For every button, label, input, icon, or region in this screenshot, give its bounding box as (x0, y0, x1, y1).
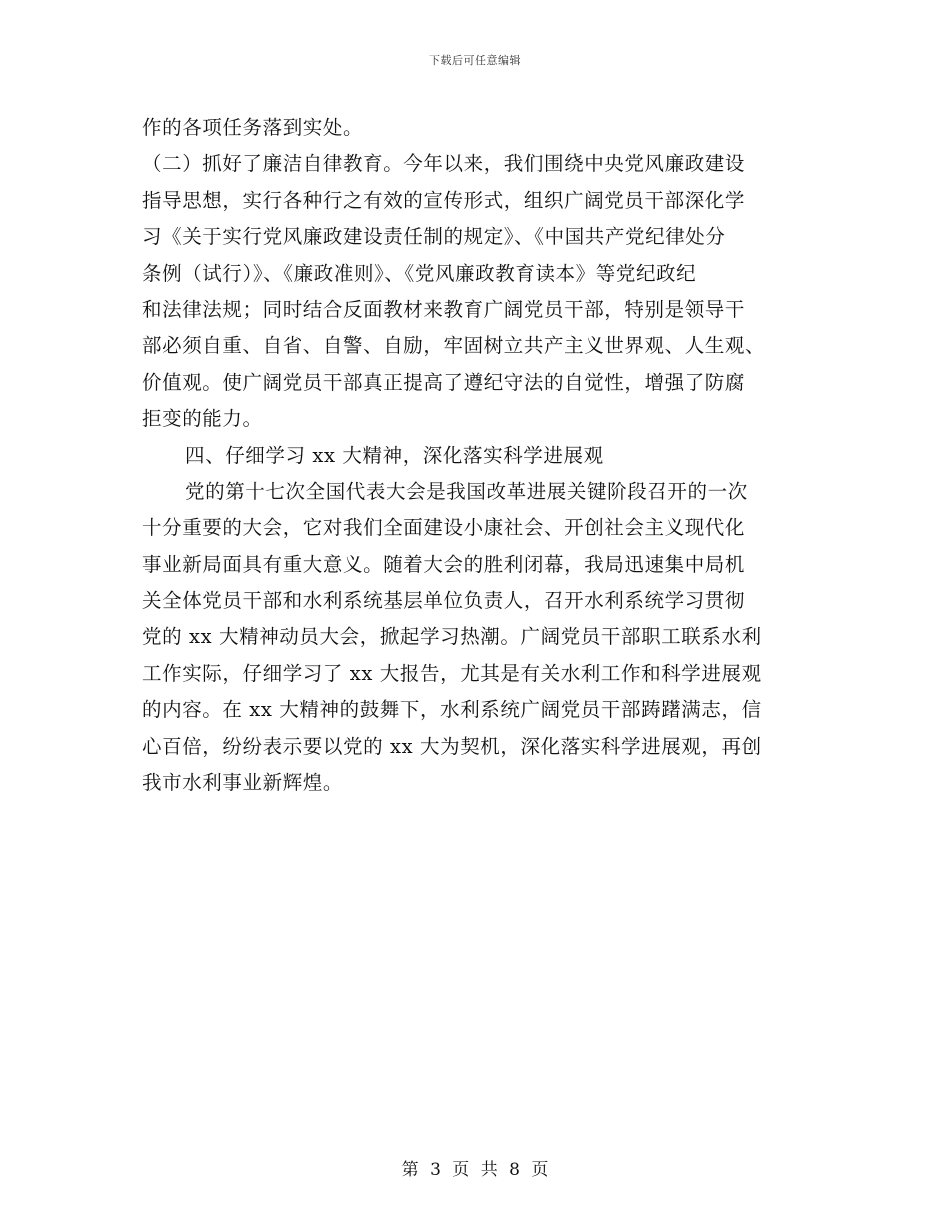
text-line: 的内容。在 xx 大精神的鼓舞下，水利系统广阔党员干部踌躇满志，信 (142, 698, 762, 722)
text-line: 条例（试行）》、《廉政准则》、《党风廉政教育读本》等党纪政纪 (142, 261, 697, 285)
text-line: 价值观。使广阔党员干部真正提高了遵纪守法的自觉性，增强了防腐 (142, 370, 746, 394)
text-line: 拒变的能力。 (142, 407, 263, 431)
page-header: 下载后可任意编辑 (429, 54, 521, 67)
text-line: 部必须自重、自省、自警、自励，牢固树立共产主义世界观、人生观、 (142, 334, 766, 358)
text-line: 我市水利事业新辉煌。 (142, 771, 344, 795)
text-line: 习《关于实行党风廉政建设责任制的规定》、《中国共产党纪律处分 (142, 225, 726, 249)
text-line: 党的第十七次全国代表大会是我国改革进展关键阶段召开的一次 (185, 479, 748, 503)
text-line: 党的 xx 大精神动员大会，掀起学习热潮。广阔党员干部职工联系水利 (142, 625, 762, 649)
text-line: 事业新局面具有重大意义。随着大会的胜利闭幕，我局迅速集中局机 (142, 552, 746, 576)
text-line: 心百倍，纷纷表示要以党的 xx 大为契机，深化落实科学进展观，再创 (142, 734, 762, 758)
text-line: 十分重要的大会，它对我们全面建设小康社会、开创社会主义现代化 (142, 516, 746, 540)
text-line: 和法律法规；同时结合反面教材来教育广阔党员干部，特别是领导干 (142, 297, 746, 321)
section-heading: 四、仔细学习 xx 大精神，深化落实科学进展观 (185, 443, 604, 467)
text-line: 作的各项任务落到实处。 (142, 116, 364, 139)
text-line: （二）抓好了廉洁自律教育。今年以来，我们围绕中央党风廉政建设 (142, 152, 746, 176)
text-line: 关全体党员干部和水利系统基层单位负责人，召开水利系统学习贯彻 (142, 589, 746, 613)
text-line: 指导思想，实行各种行之有效的宣传形式，组织广阔党员干部深化学 (142, 188, 746, 212)
page-number: 第 3 页 共 8 页 (401, 1160, 549, 1180)
document-body (142, 110, 812, 801)
text-line: 工作实际，仔细学习了 xx 大报告，尤其是有关水利工作和科学进展观 (142, 661, 762, 685)
